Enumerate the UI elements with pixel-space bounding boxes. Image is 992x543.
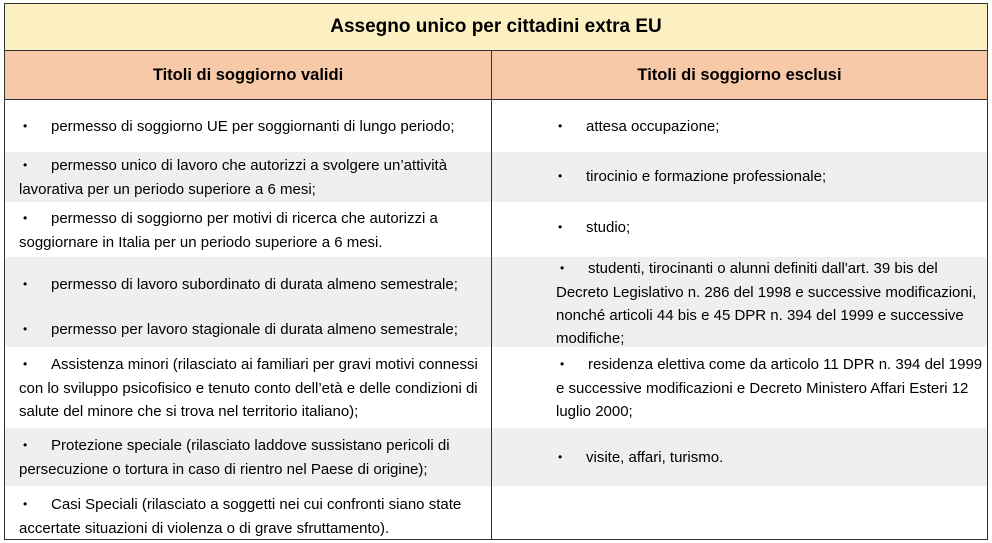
bullet-icon — [554, 446, 586, 470]
list-item: •attesa occupazione; — [554, 115, 984, 139]
header-row — [5, 51, 987, 100]
column-divider — [491, 51, 492, 539]
table-title: Assegno unico per cittadini extra EU — [5, 4, 987, 51]
list-item: •Casi Speciali (rilasciato a soggetti nei cui confronti siano state accertate situazioni di violenza o di grave sfruttamento). — [19, 493, 485, 540]
bullet-icon — [554, 115, 586, 139]
list-item: •visite, affari, turismo. — [554, 446, 984, 470]
list-item: •studenti, tirocinanti o alunni definiti dall'art. 39 bis del Decreto Legislativo n. 286 del 1998 e successive modificazioni, nonché articoli 44 bis e 45 DPR n. 394 del 1999 e successive modifiche; — [556, 257, 987, 350]
list-item: •permesso per lavoro stagionale di durata almeno semestrale; — [19, 318, 489, 342]
list-item: •residenza elettiva come da articolo 11 DPR n. 394 del 1999 e successive modificazioni e Decreto Ministero Affari Esteri 12 luglio 2000; — [556, 353, 987, 423]
bullet-icon — [19, 353, 51, 377]
bullet-icon — [19, 115, 51, 139]
bullet-icon — [19, 273, 51, 297]
bullet-icon — [19, 493, 51, 517]
list-item: •permesso di soggiorno per motivi di ricerca che autorizzi a soggiornare in Italia per un periodo superiore a 6 mesi. — [19, 207, 485, 254]
list-item: •permesso unico di lavoro che autorizzi a svolgere un’attività lavorativa per un periodo superiore a 6 mesi; — [19, 154, 485, 201]
table — [4, 3, 988, 540]
bullet-icon — [556, 353, 588, 377]
bullet-icon — [19, 318, 51, 342]
list-item: •permesso di lavoro subordinato di durata almeno semestrale; — [19, 273, 489, 297]
list-item: •Protezione speciale (rilasciato laddove sussistano pericoli di persecuzione o tortura in caso di rientro nel Paese di origine); — [19, 434, 485, 481]
bullet-icon — [554, 216, 586, 240]
list-item: •studio; — [554, 216, 984, 240]
bullet-icon — [19, 207, 51, 231]
bullet-icon — [554, 165, 586, 189]
bullet-icon — [19, 154, 51, 178]
bullet-icon — [556, 257, 588, 281]
header-excluded: Titoli di soggiorno esclusi — [637, 65, 842, 84]
header-valid: Titoli di soggiorno validi — [152, 65, 344, 84]
bullet-icon — [19, 434, 51, 458]
list-item: •Assistenza minori (rilasciato ai familiari per gravi motivi connessi con lo sviluppo psicofisico e tenuto conto dell’età e delle condizioni di salute del minore che si trova nel territorio italiano); — [19, 353, 485, 423]
list-item: •tirocinio e formazione professionale; — [554, 165, 984, 189]
list-item: •permesso di soggiorno UE per soggiornanti di lungo periodo; — [19, 115, 485, 139]
